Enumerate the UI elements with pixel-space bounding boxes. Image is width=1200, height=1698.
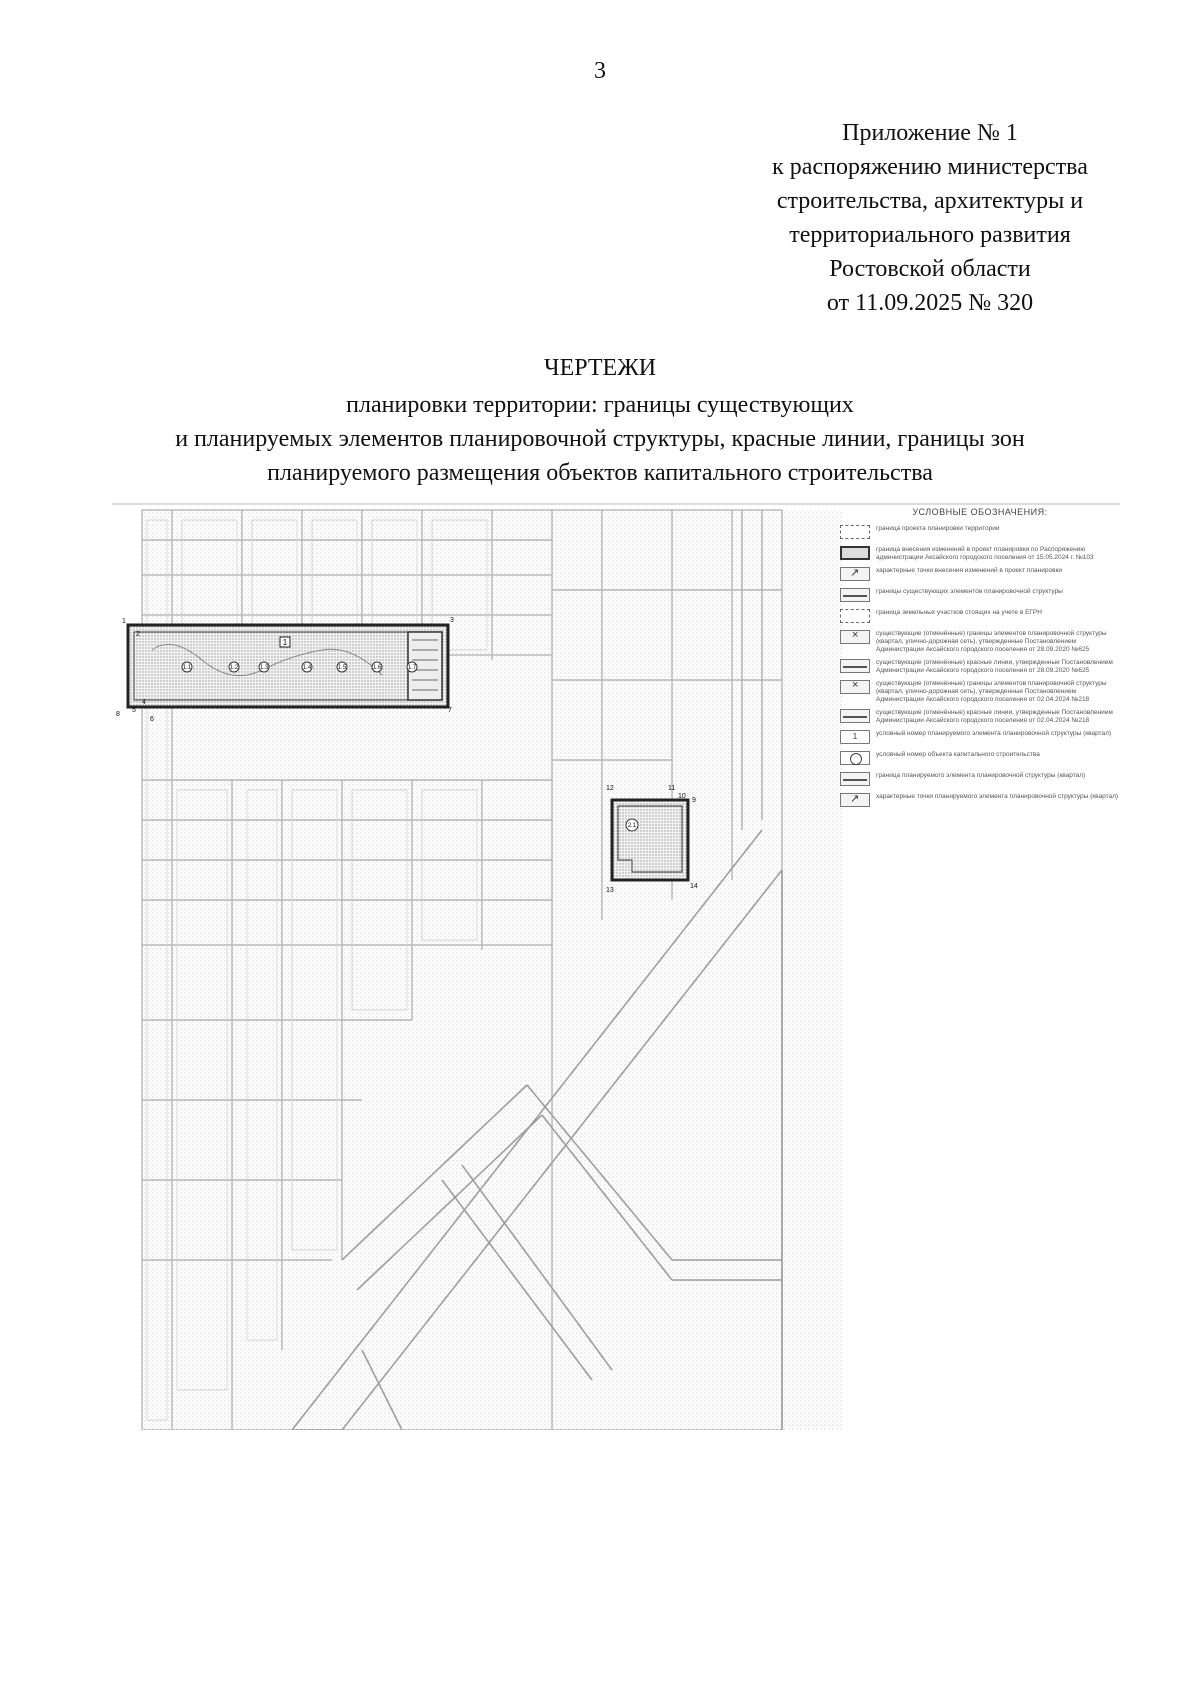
building-number-icon xyxy=(840,751,870,765)
point-label: 10 xyxy=(678,793,686,800)
legend-item xyxy=(840,709,1120,725)
document-subtitle xyxy=(80,388,1120,490)
appendix-line: территориального развития xyxy=(789,222,1071,248)
point-arrow-icon xyxy=(840,793,870,807)
legend-text: граница планируемого элемента планировочной структуры (квартал) xyxy=(876,772,1086,779)
building-label: 1.7 xyxy=(407,665,417,671)
legend-text: границы существующих элементов планировочной структуры xyxy=(876,588,1063,595)
appendix-header xyxy=(700,116,1160,320)
legend-item xyxy=(840,588,1120,604)
legend-text: граница проекта планировки территории xyxy=(876,525,1000,532)
legend-item xyxy=(840,546,1120,562)
legend-text: граница внесения изменений в проект планировки по Распоряжению администрации Аксайского городского поселения от 15.05.2024 г. №103 xyxy=(876,546,1094,561)
dashed-boundary-icon xyxy=(840,609,870,623)
building-label: 1.6 xyxy=(372,665,382,671)
point-label: 8 xyxy=(116,711,120,718)
point-label: 9 xyxy=(692,797,696,804)
red-line-icon xyxy=(840,659,870,673)
point-arrow-icon xyxy=(840,567,870,581)
legend-text: граница земельных участков стоящих на учете в ЕГРН xyxy=(876,609,1042,616)
point-label: 2 xyxy=(136,631,140,638)
quarter-number-icon: 1 xyxy=(840,730,870,744)
appendix-line: Приложение № 1 xyxy=(842,120,1018,146)
point-label: 12 xyxy=(606,785,614,792)
bold-boundary-icon xyxy=(840,546,870,560)
legend-item xyxy=(840,793,1120,809)
legend-item xyxy=(840,609,1120,625)
legend xyxy=(840,507,1120,814)
point-label: 7 xyxy=(448,707,452,714)
point-label: 14 xyxy=(690,883,698,890)
legend-text: характерные точки планируемого элемента планировочной структуры (квартал) xyxy=(876,793,1119,800)
subtitle-line: и планируемых элементов планировочной структуры, красные линии, границы зон xyxy=(175,426,1025,452)
planned-quarter-2 xyxy=(606,785,698,894)
point-label: 5 xyxy=(132,707,136,714)
legend-item xyxy=(840,659,1120,675)
legend-title: УСЛОВНЫЕ ОБОЗНАЧЕНИЯ: xyxy=(912,507,1048,517)
subtitle-line: планировки территории: границы существующих xyxy=(346,392,854,418)
legend-item xyxy=(840,772,1120,788)
point-label: 13 xyxy=(606,887,614,894)
legend-item xyxy=(840,630,1120,654)
point-label: 1 xyxy=(122,618,126,625)
legend-text: существующие (отменённые) границы элементов планировочной структуры (квартал, улично-дорожная сеть), утвержденные Постановлением Администрации Аксайского городского поселения от 28.09.2020 №625 xyxy=(876,630,1107,653)
red-line-icon xyxy=(840,709,870,723)
legend-item xyxy=(840,730,1120,746)
point-label: 4 xyxy=(142,699,146,706)
quarter-1-label: 1 xyxy=(282,638,288,647)
legend-item xyxy=(840,567,1120,583)
legend-item xyxy=(840,751,1120,767)
building-label: 2.1 xyxy=(627,823,637,829)
legend-text: условный номер планируемого элемента планировочной структуры (квартал) xyxy=(876,730,1112,737)
cancelled-boundary-icon xyxy=(840,680,870,694)
legend-text: характерные точки внесения изменений в проект планировки xyxy=(876,567,1063,574)
appendix-line: строительства, архитектуры и xyxy=(776,188,1084,214)
point-label: 3 xyxy=(450,617,454,624)
document-title: ЧЕРТЕЖИ xyxy=(543,355,657,381)
subtitle-line: планируемого размещения объектов капитального строительства xyxy=(267,460,933,486)
legend-text: существующие (отменённые) красные линии, утвержденные Постановлением Администрации Аксайского городского поселения от 02.04.2024 №218 xyxy=(876,709,1113,724)
line-boundary-icon xyxy=(840,772,870,786)
point-label: 11 xyxy=(668,785,676,792)
legend-text: существующие (отменённые) красные линии, утвержденные Постановлением Администрации Аксайского городского поселения от 28.09.2020 №625 xyxy=(876,659,1113,674)
building-label: 1.3 xyxy=(259,665,269,671)
legend-item xyxy=(840,680,1120,704)
legend-item xyxy=(840,525,1120,541)
legend-text: условный номер объекта капитального строительства xyxy=(876,751,1040,758)
building-label: 1.4 xyxy=(302,665,312,671)
dashed-boundary-icon xyxy=(840,525,870,539)
building-label: 1.2 xyxy=(229,665,239,671)
cancelled-boundary-icon xyxy=(840,630,870,644)
building-label: 1.5 xyxy=(337,665,347,671)
legend-text: существующие (отменённые) границы элементов планировочной структуры (квартал, улично-дорожная сеть), утвержденные Постановлением Администрации Аксайского городского поселения от 02.04.2024 №218 xyxy=(876,680,1107,703)
building-label: 1.1 xyxy=(182,665,192,671)
appendix-line: от 11.09.2025 № 320 xyxy=(826,290,1034,316)
point-label: 6 xyxy=(150,716,154,723)
line-boundary-icon xyxy=(840,588,870,602)
page-number: 3 xyxy=(594,58,606,84)
appendix-line: к распоряжению министерства xyxy=(772,154,1088,180)
planned-quarter-1 xyxy=(116,617,454,723)
appendix-line: Ростовской области xyxy=(829,256,1031,282)
